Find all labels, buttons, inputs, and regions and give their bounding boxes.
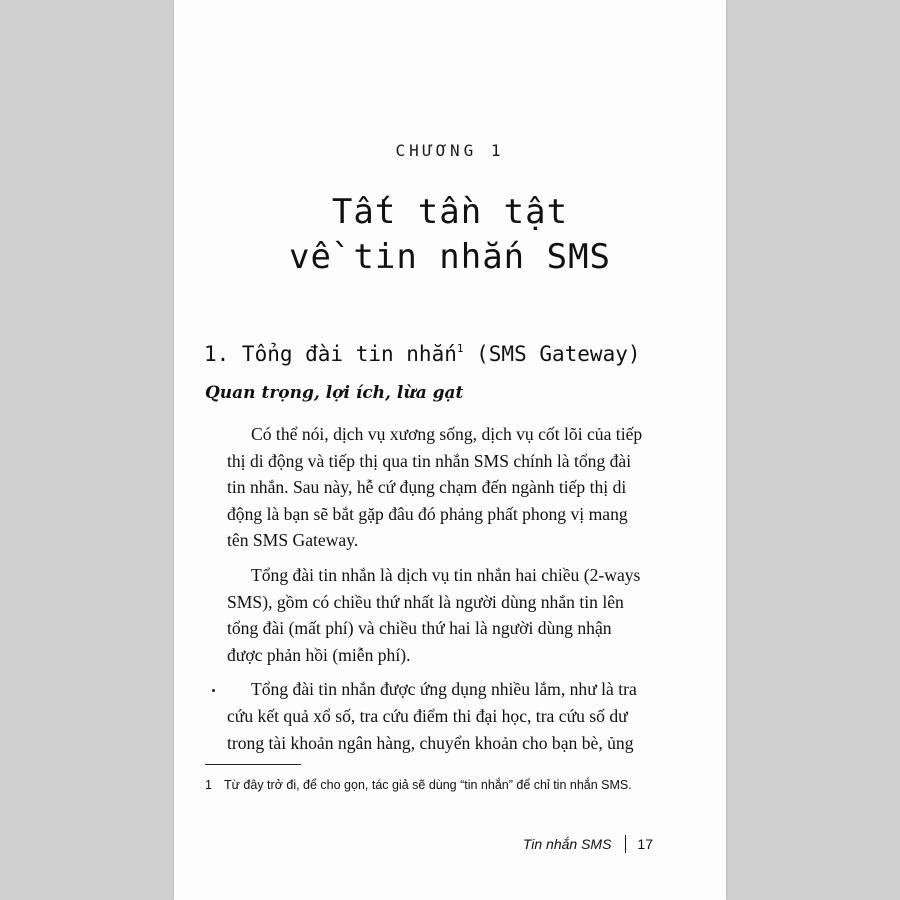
footnote-divider — [205, 764, 301, 765]
chapter-label: CHƯƠNG 1 — [395, 141, 505, 160]
paragraph-line: động là bạn sẽ bắt gặp đâu đó phảng phất phong vị mang — [227, 503, 628, 524]
footnote-reference: 1 — [456, 342, 464, 355]
paragraph-line: tổng đài (mất phí) và chiều thứ hai là người dùng nhận — [227, 618, 612, 639]
paragraph-line: Có thể nói, dịch vụ xương sống, dịch vụ cốt lõi của tiếp — [251, 424, 643, 444]
footnote — [205, 778, 632, 792]
paragraph — [205, 676, 697, 756]
paragraph-line: cứu kết quả xổ số, tra cứu điểm thi đại học, tra cứu số dư — [227, 705, 628, 726]
paragraph — [205, 562, 697, 668]
paragraph-line: Tổng đài tin nhắn là dịch vụ tin nhắn hai chiều (2-ways — [251, 564, 641, 585]
page-footer — [523, 835, 653, 853]
chapter-title-line-1: Tất tần tật — [331, 192, 569, 232]
chapter-title-line-2: về tin nhắn SMS — [288, 237, 612, 277]
section-heading — [204, 342, 641, 366]
paragraph-line: Tổng đài tin nhắn được ứng dụng nhiều lắm, như là tra — [251, 679, 637, 700]
paragraph-line: SMS), gồm có chiều thứ nhất là người dùng nhắn tin lên — [227, 591, 624, 612]
section-subtitle: Quan trọng, lợi ích, lừa gạt — [205, 383, 464, 403]
paragraph-line: tên SMS Gateway. — [227, 530, 359, 551]
section-heading-main: 1. Tổng đài tin nhắn — [204, 342, 457, 366]
paragraph — [205, 421, 697, 554]
paragraph-line: thị di động và tiếp thị qua tin nhắn SMS chính là tổng đài — [227, 450, 632, 471]
paragraph-line: trong tài khoản ngân hàng, chuyển khoản cho bạn bè, ủng — [227, 732, 634, 753]
chapter-title — [174, 190, 726, 280]
footer-separator — [625, 835, 626, 853]
body-text — [205, 421, 697, 764]
section-heading-tail: (SMS Gateway) — [463, 342, 641, 366]
stray-mark — [212, 689, 215, 692]
book-page — [174, 0, 726, 900]
footnote-number: 1 — [205, 778, 212, 792]
page-number: 17 — [637, 836, 653, 852]
paragraph-line: tin nhắn. Sau này, hễ cứ đụng chạm đến ngành tiếp thị di — [227, 477, 627, 498]
footnote-text: Từ đây trở đi, để cho gọn, tác giả sẽ dùng “tin nhắn” để chỉ tin nhắn SMS. — [223, 778, 632, 792]
paragraph-line: được phản hồi (miễn phí). — [227, 644, 411, 665]
running-title: Tin nhắn SMS — [522, 836, 612, 852]
